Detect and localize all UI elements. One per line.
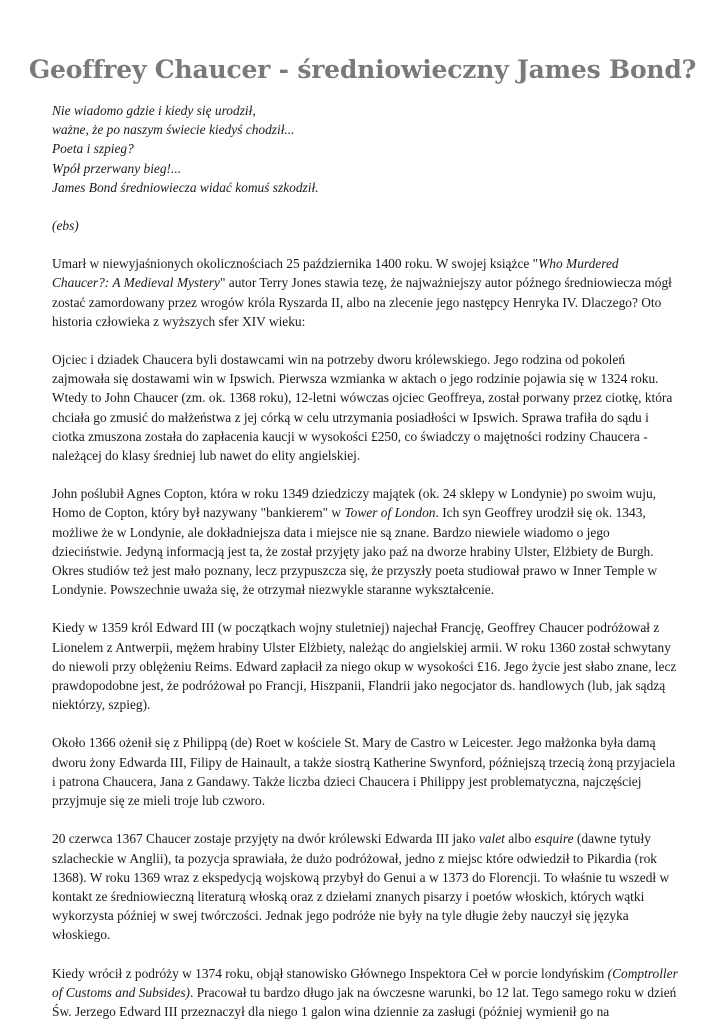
emphasis-text: (Comptroller of Customs and Subsides) [52,965,678,1000]
text-run: . Pracował tu bardzo długo jak na ówczesne warunki, bo 12 lat. Tego samego roku w dzień Św. Jerzego Edward III przeznaczył dla niego 1 galon wina dziennie za zasługi (później wymienił go na [52,984,677,1019]
author-signature: (ebs) [52,218,79,234]
poem-line: Poeta i szpieg? [52,141,134,157]
emphasis-text: esquire [534,831,574,847]
paragraph-3 [52,484,678,599]
paragraph-2: Ojciec i dziadek Chaucera byli dostawcami win na potrzeby dworu królewskiego. Jego rodzina od pokoleń zajmowała się dostawami win w Ipswich. Pierwsza wzmianka w aktach o jego rodzinie pojawia się w 1324 roku. Wtedy to John Chaucer (zm. ok. 1368 roku), 12-letni wówczas ojciec Geoffreya, został porwany przez ciotkę, która chciała go zmusić do małżeństwa z jej córką w celu utrzymania posiadłości w Ipswich. Sprawa trafiła do sądu i ciotka zmuszona została do zapłacenia kaucji w wysokości £250, co świadczy o majętności rodziny Chaucera - należącej do klasy średniej lub nawet do elity angielskiej. [52,352,673,464]
paragraph-7 [52,964,678,1022]
poem-line: James Bond średniowiecza widać komuś szkodził. [52,179,319,195]
text-run: (dawne tytuły szlacheckie w Anglii), ta pozycja sprawiała, że dużo podróżował, jedno z miejsc które odwiedził to Pikardia (rok 1368). W roku 1369 wraz z ekspedycją wojskową przybył do Genui a w 1373 do Florencji. To właśnie tu wszedł w kontakt ze średniowieczną literaturą włoską oraz z dziełami znanych pisarzy i poetów włoskich, których wątki wykorzysta później w swej twórczości. Jednak jego podróże nie były na tyle długie żeby nauczył się języka włoskiego. [52,831,670,943]
paragraph-5: Około 1366 ożenił się z Philippą (de) Roet w kościele St. Mary de Castro w Leicester. Jego małżonka była damą dworu żony Edwarda III, Filipy de Hainault, a także siostrą Katherine Swynford, późniejszą trzecią żoną przyjaciela i patrona Chaucera, Jana z Gandawy. Także liczba dzieci Chaucera i Philippy jest problematyczna, najczęściej przyjmuje się ze mieli troje lub czworo. [52,735,676,809]
paragraph-6 [52,829,678,944]
poem-line: Nie wiadomo gdzie i kiedy się urodził, [52,103,256,118]
text-run: 20 czerwca 1367 Chaucer zostaje przyjęty na dwór królewski Edwarda III jako [52,831,479,847]
article-body [52,101,678,1024]
emphasis-text: valet [478,831,505,847]
epigraph-poem [52,101,678,197]
text-run: John poślubił Agnes Copton, która w roku 1349 dziedziczy majątek (ok. 24 sklepy w Londynie) po swoim wuju, Homo de Copton, który był nazywany "bankierem" w [52,486,656,521]
paragraph-4: Kiedy w 1359 król Edward III (w początkach wojny stuletniej) najechał Francję, Geoffrey Chaucer podróżował z Lionelem z Antwerpii, mężem hrabiny Ulster Elżbiety, należąc do angielskiej armii. W roku 1360 został schwytany do niewoli przy oblężeniu Reims. Edward zapłacił za niego okup w wysokości £16. Jego życie jest słabo znane, lecz prawdopodobne jest, że podróżował po Francji, Hiszpanii, Flandrii jako negocjator ds. handlowych (lub, jak sądzą niektórzy, szpieg). [52,620,677,713]
page-title: Geoffrey Chaucer - średniowieczny James Bond? [28,55,697,84]
poem-line: Wpół przerwany bieg!... [52,160,182,176]
emphasis-text: Tower of London [344,505,436,521]
paragraph-1 [52,254,678,331]
text-run: " autor Terry Jones stawia tezę, że najważniejszy autor późnego średniowiecza mógł zostać zamordowany przez wrogów króla Ryszarda II, albo na zlecenie jego następcy Henryka IV. Dlaczego? Oto historia człowieka z wyższych sfer XIV wieku: [52,275,672,329]
text-run: Kiedy wrócił z podróży w 1374 roku, objął stanowisko Głównego Inspektora Ceł w porcie londyńskim [52,965,608,981]
poem-line: ważne, że po naszym świecie kiedyś chodził... [52,122,295,138]
text-run: albo [504,831,535,847]
text-run: Umarł w niewyjaśnionych okolicznościach 25 października 1400 roku. W swojej książce " [52,256,539,272]
book-title: Who Murdered Chaucer?: A Medieval Mystery [52,256,619,291]
text-run: . Ich syn Geoffrey urodził się ok. 1343, możliwe że w Londynie, ale dokładniejsza data i miejsce nie są znane. Bardzo niewiele wiadomo o jego dzieciństwie. Jedyną informacją jest ta, że został przyjęty jako paź na dworze hrabiny Ulster, Elżbiety de Burgh. Okres studiów też jest mało poznany, lecz przypuszcza się, że przyszły poeta studiował prawo w Inner Temple w Londynie. Powszechnie uważa się, że otrzymał niezwykle staranne wykształcenie. [52,505,658,598]
